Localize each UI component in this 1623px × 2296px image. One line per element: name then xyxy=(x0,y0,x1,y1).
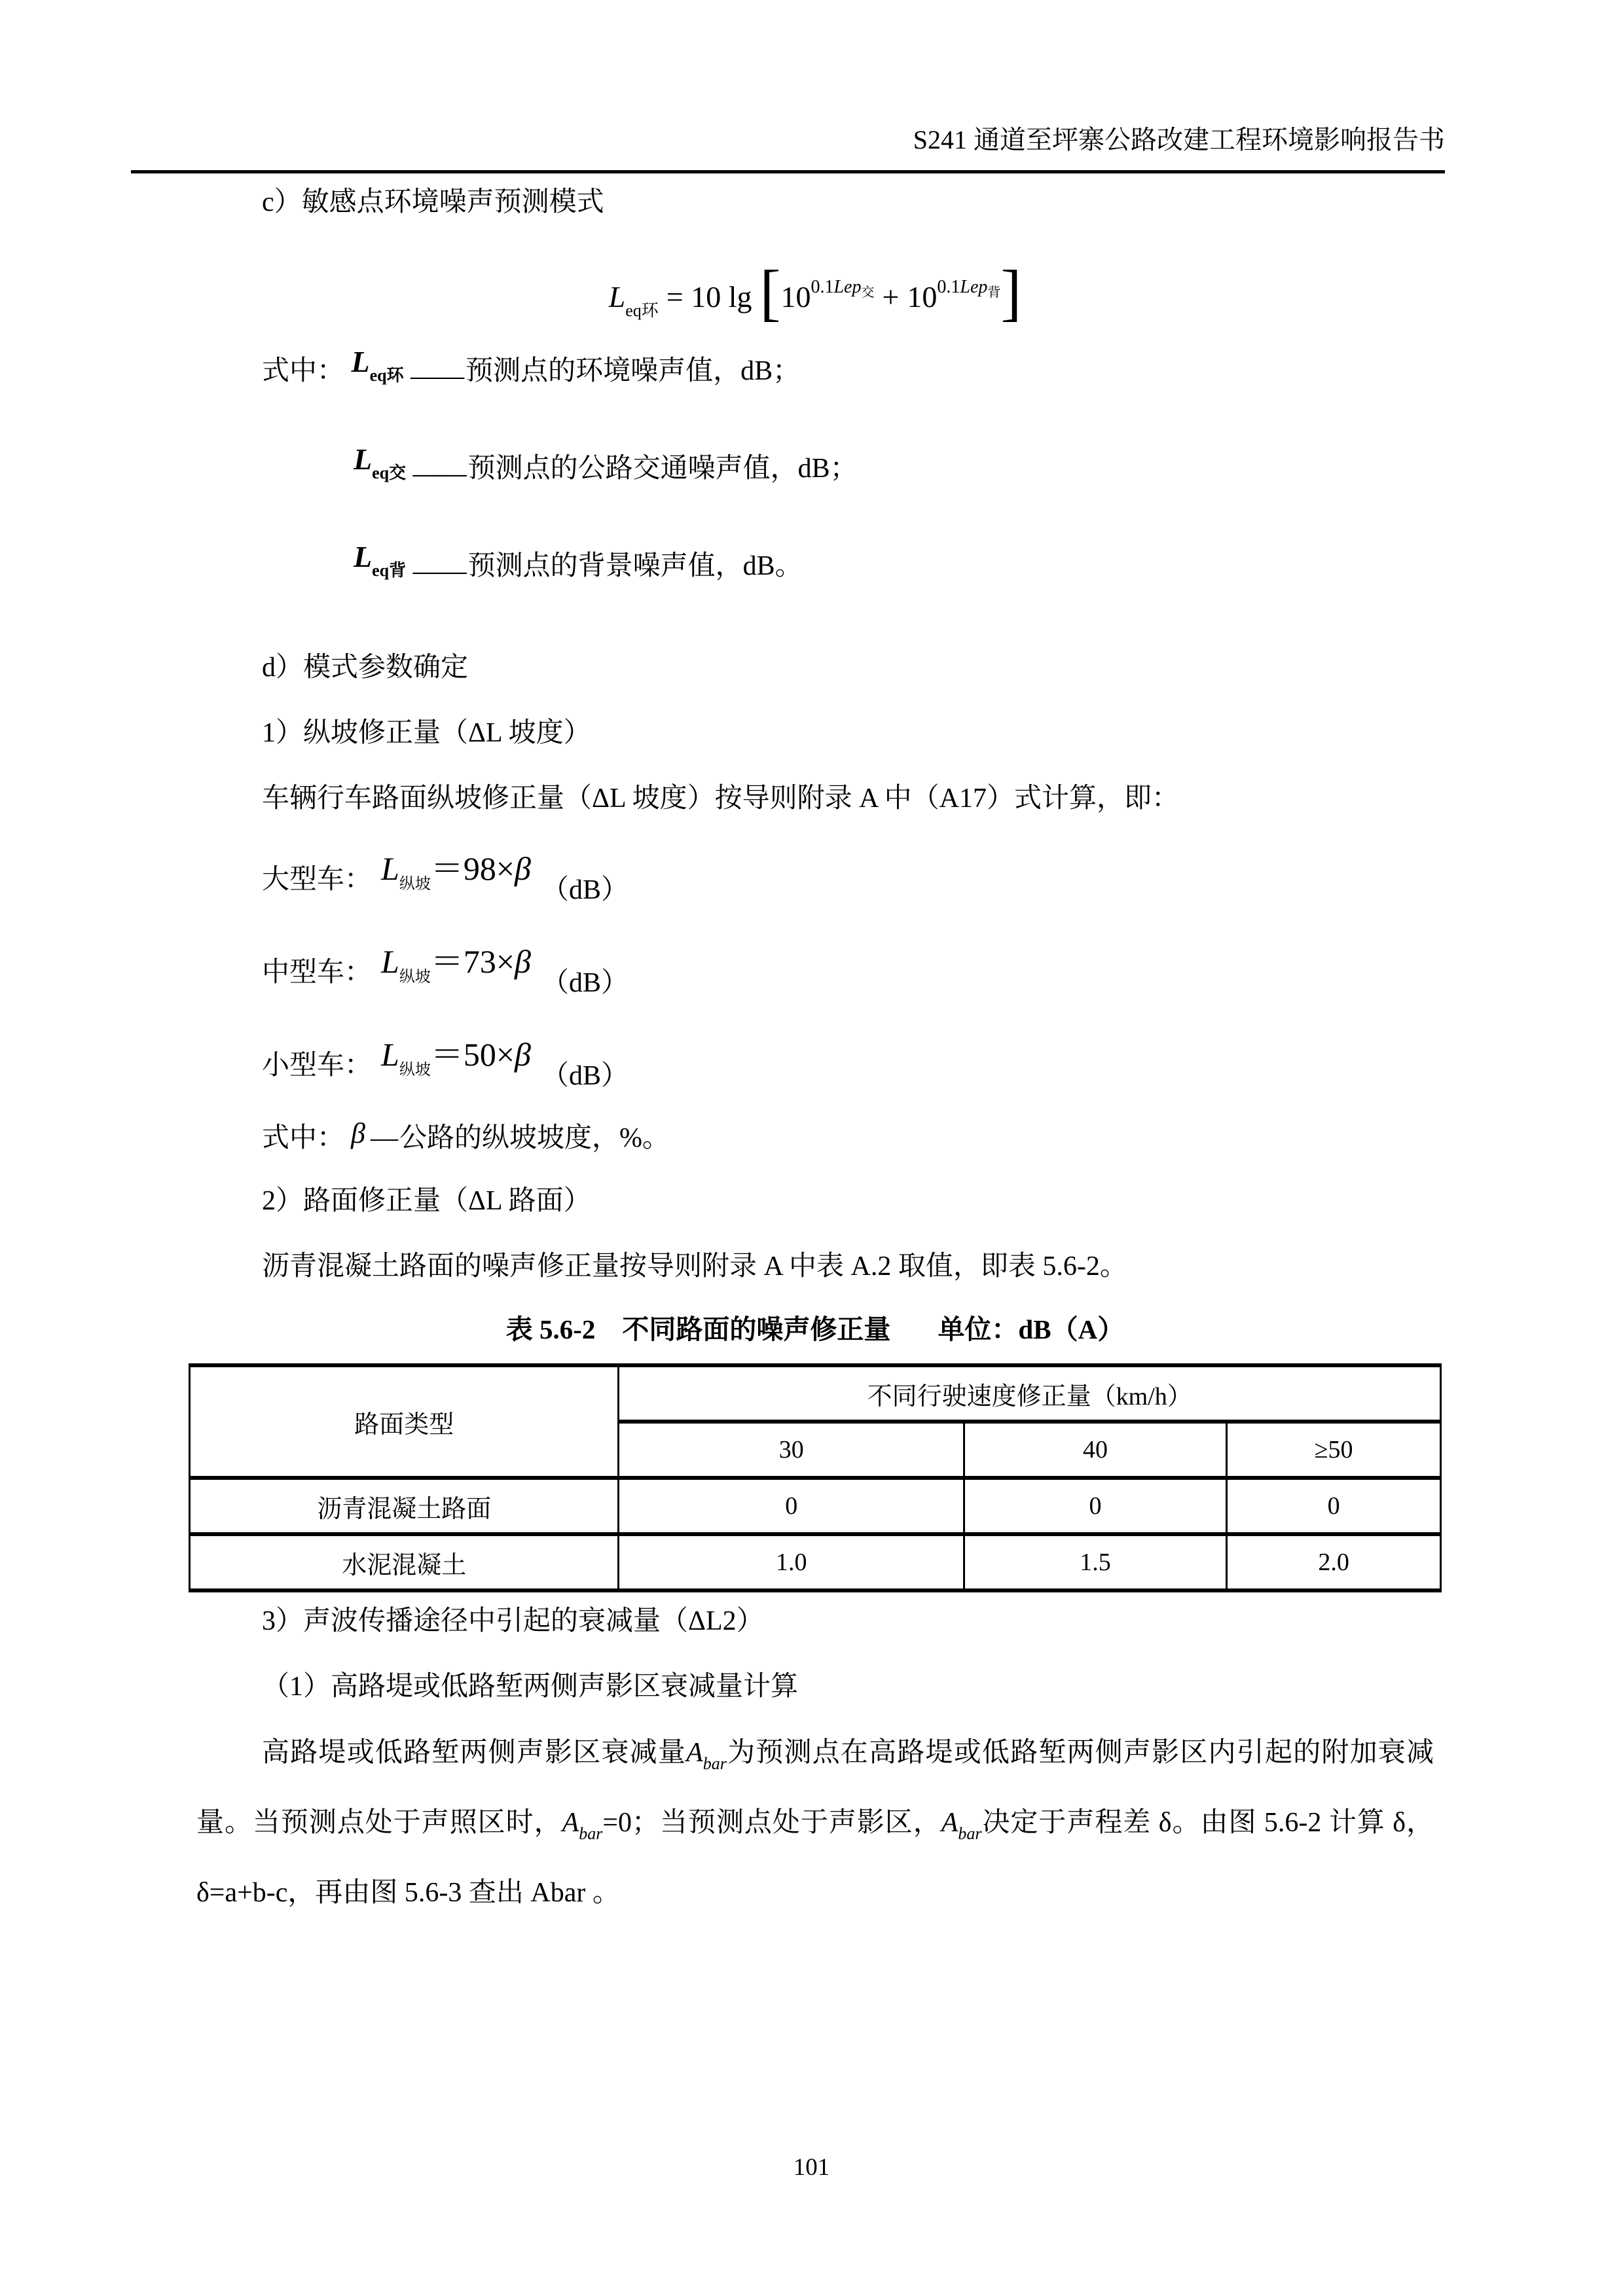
abar-seg2: 为预测点在高路堤或低路堑两侧声影区内引起的附加衰减量。当预测点处于声照区时， xyxy=(196,1738,1434,1838)
beta-dash: — xyxy=(370,1123,398,1153)
vehicle-formula xyxy=(381,842,531,893)
heading-2: 2）路面修正量（ΔL 路面） xyxy=(262,1186,591,1216)
pavement-noise-table xyxy=(189,1363,1442,1592)
where-var xyxy=(351,345,404,385)
where-var-base: L xyxy=(351,345,370,378)
term2-exp-var-sub: 背 xyxy=(987,285,1001,300)
cell-pavement-type: 水泥混凝土 xyxy=(190,1534,619,1590)
where-dash: —— xyxy=(412,556,465,586)
formula-large-vehicle xyxy=(196,835,1434,919)
where-line-env xyxy=(196,346,1434,407)
para-slope-intro: 车辆行车路面纵坡修正量（ΔL 坡度）按导则附录 A 中（A17）式计算，即： xyxy=(262,783,1179,814)
abar-var: A xyxy=(686,1738,703,1768)
formula-equals: = 10 lg xyxy=(666,280,752,314)
beta-symbol: β xyxy=(351,1117,365,1149)
col-header-speed-40: 40 xyxy=(964,1422,1226,1478)
col-header-speed-50: ≥50 xyxy=(1227,1422,1441,1478)
term2-exponent xyxy=(937,277,1001,300)
vehicle-unit: （dB） xyxy=(541,968,629,998)
where-var-base: L xyxy=(354,540,373,573)
abar-var: A xyxy=(941,1808,958,1838)
cell-value-40: 0 xyxy=(964,1478,1226,1534)
heading-d: d）模式参数确定 xyxy=(262,653,469,683)
vf-expr: ＝50× xyxy=(430,1036,515,1073)
table-row xyxy=(190,1478,1441,1534)
where-var-sub: eq环 xyxy=(369,366,404,385)
vf-sub: 纵坡 xyxy=(399,876,431,893)
where-var-base: L xyxy=(354,442,373,476)
where-line-background xyxy=(196,541,1434,602)
para-abar xyxy=(196,1723,1434,1922)
beta-prefix: 式中： xyxy=(262,1123,345,1153)
table-title-text: 表 5.6-2 不同路面的噪声修正量 xyxy=(505,1314,891,1344)
where-prefix: 式中： xyxy=(262,356,345,386)
cell-value-40: 1.5 xyxy=(964,1534,1226,1590)
where-desc: 预测点的背景噪声值，dB。 xyxy=(467,551,803,581)
heading-3-1: （1）高路堤或低路堑两侧声影区衰减量计算 xyxy=(262,1672,799,1702)
term1-exponent xyxy=(811,277,875,300)
bracket-close: ] xyxy=(1000,257,1022,327)
page-header xyxy=(131,0,1445,173)
vehicle-formula xyxy=(381,935,531,986)
term1-base: 10 xyxy=(780,280,811,314)
where-desc: 预测点的环境噪声值，dB； xyxy=(465,356,801,386)
where-var xyxy=(354,540,407,580)
abar-seg3: =0；当预测点处于声影区， xyxy=(602,1808,941,1838)
col-header-pavement-type: 路面类型 xyxy=(190,1365,619,1478)
term1-exp-coef: 0.1 xyxy=(811,277,834,297)
beta-symbol: β xyxy=(515,1036,531,1073)
beta-symbol: β xyxy=(515,850,531,887)
report-title: S241 通道至坪寨公路改建工程环境影响报告书 xyxy=(913,125,1445,154)
where-dash: —— xyxy=(412,459,465,489)
formula-environment-noise xyxy=(196,248,1434,327)
page-content xyxy=(196,173,1434,1922)
vf-base: L xyxy=(381,850,399,887)
where-desc: 预测点的公路交通噪声值，dB； xyxy=(467,454,858,484)
heading-3: 3）声波传播途径中引起的衰减量（ΔL2） xyxy=(262,1606,764,1636)
where-var-sub: eq交 xyxy=(372,463,407,482)
beta-symbol: β xyxy=(515,943,531,980)
vehicle-label: 中型车： xyxy=(262,958,373,988)
heading-c: c）敏感点环境噪声预测模式 xyxy=(262,187,604,217)
term2-exp-var: Lep xyxy=(960,277,988,297)
abar-var-sub: bar xyxy=(702,1754,727,1773)
abar-seg4: 决定于声程差 δ。由图 5.6-2 计算 δ，δ=a+b-c，再由图 5.6-3 查出 Abar 。 xyxy=(196,1808,1434,1908)
cell-value-50: 2.0 xyxy=(1227,1534,1441,1590)
para-pavement: 沥青混凝土路面的噪声修正量按导则附录 A 中表 A.2 取值，即表 5.6-2。 xyxy=(262,1251,1127,1282)
where-dash: —— xyxy=(410,361,464,391)
vehicle-label: 小型车： xyxy=(262,1050,373,1081)
vf-sub: 纵坡 xyxy=(399,1062,431,1079)
cell-value-50: 0 xyxy=(1227,1478,1441,1534)
table-header-row-1 xyxy=(190,1365,1441,1422)
where-var xyxy=(354,442,407,482)
vehicle-formula xyxy=(381,1028,531,1079)
formula-medium-vehicle xyxy=(196,928,1434,1012)
bracket-open: [ xyxy=(759,257,781,327)
cell-value-30: 1.0 xyxy=(619,1534,964,1590)
table-unit-label: 单位：dB（A） xyxy=(938,1314,1125,1344)
abar-var-sub: bar xyxy=(579,1824,603,1843)
vf-base: L xyxy=(381,1036,399,1073)
abar-var: A xyxy=(562,1808,579,1838)
beta-definition xyxy=(196,1114,1434,1162)
cell-value-30: 0 xyxy=(619,1478,964,1534)
cell-pavement-type: 沥青混凝土路面 xyxy=(190,1478,619,1534)
beta-desc: 公路的纵坡坡度，%。 xyxy=(399,1123,670,1153)
term1-exp-var-sub: 交 xyxy=(861,285,875,300)
formula-small-vehicle xyxy=(196,1021,1434,1105)
term2-exp-coef: 0.1 xyxy=(937,277,960,297)
vf-expr: ＝98× xyxy=(430,850,515,887)
vehicle-unit: （dB） xyxy=(541,875,629,905)
where-line-traffic xyxy=(196,444,1434,505)
abar-var-sub: bar xyxy=(958,1824,982,1843)
page-number: 101 xyxy=(793,2154,830,2181)
table-row xyxy=(190,1534,1441,1590)
vf-base: L xyxy=(381,943,399,980)
abar-seg1: 高路堤或低路堑两侧声影区衰减量 xyxy=(262,1738,687,1768)
col-header-speed-span: 不同行驶速度修正量（km/h） xyxy=(619,1365,1441,1422)
vehicle-unit: （dB） xyxy=(541,1061,629,1091)
vf-sub: 纵坡 xyxy=(399,969,431,986)
formula-lhs: L xyxy=(608,280,626,314)
term1-exp-var: Lep xyxy=(833,277,862,297)
vf-expr: ＝73× xyxy=(430,943,515,980)
term2-base: 10 xyxy=(907,280,938,314)
where-var-sub: eq背 xyxy=(372,561,407,580)
table-title xyxy=(196,1310,1434,1349)
formula-plus: + xyxy=(882,280,900,314)
formula-lhs-sub: eq环 xyxy=(625,301,659,320)
heading-1: 1）纵坡修正量（ΔL 坡度） xyxy=(262,718,591,748)
vehicle-label: 大型车： xyxy=(262,865,373,895)
col-header-speed-30: 30 xyxy=(619,1422,964,1478)
